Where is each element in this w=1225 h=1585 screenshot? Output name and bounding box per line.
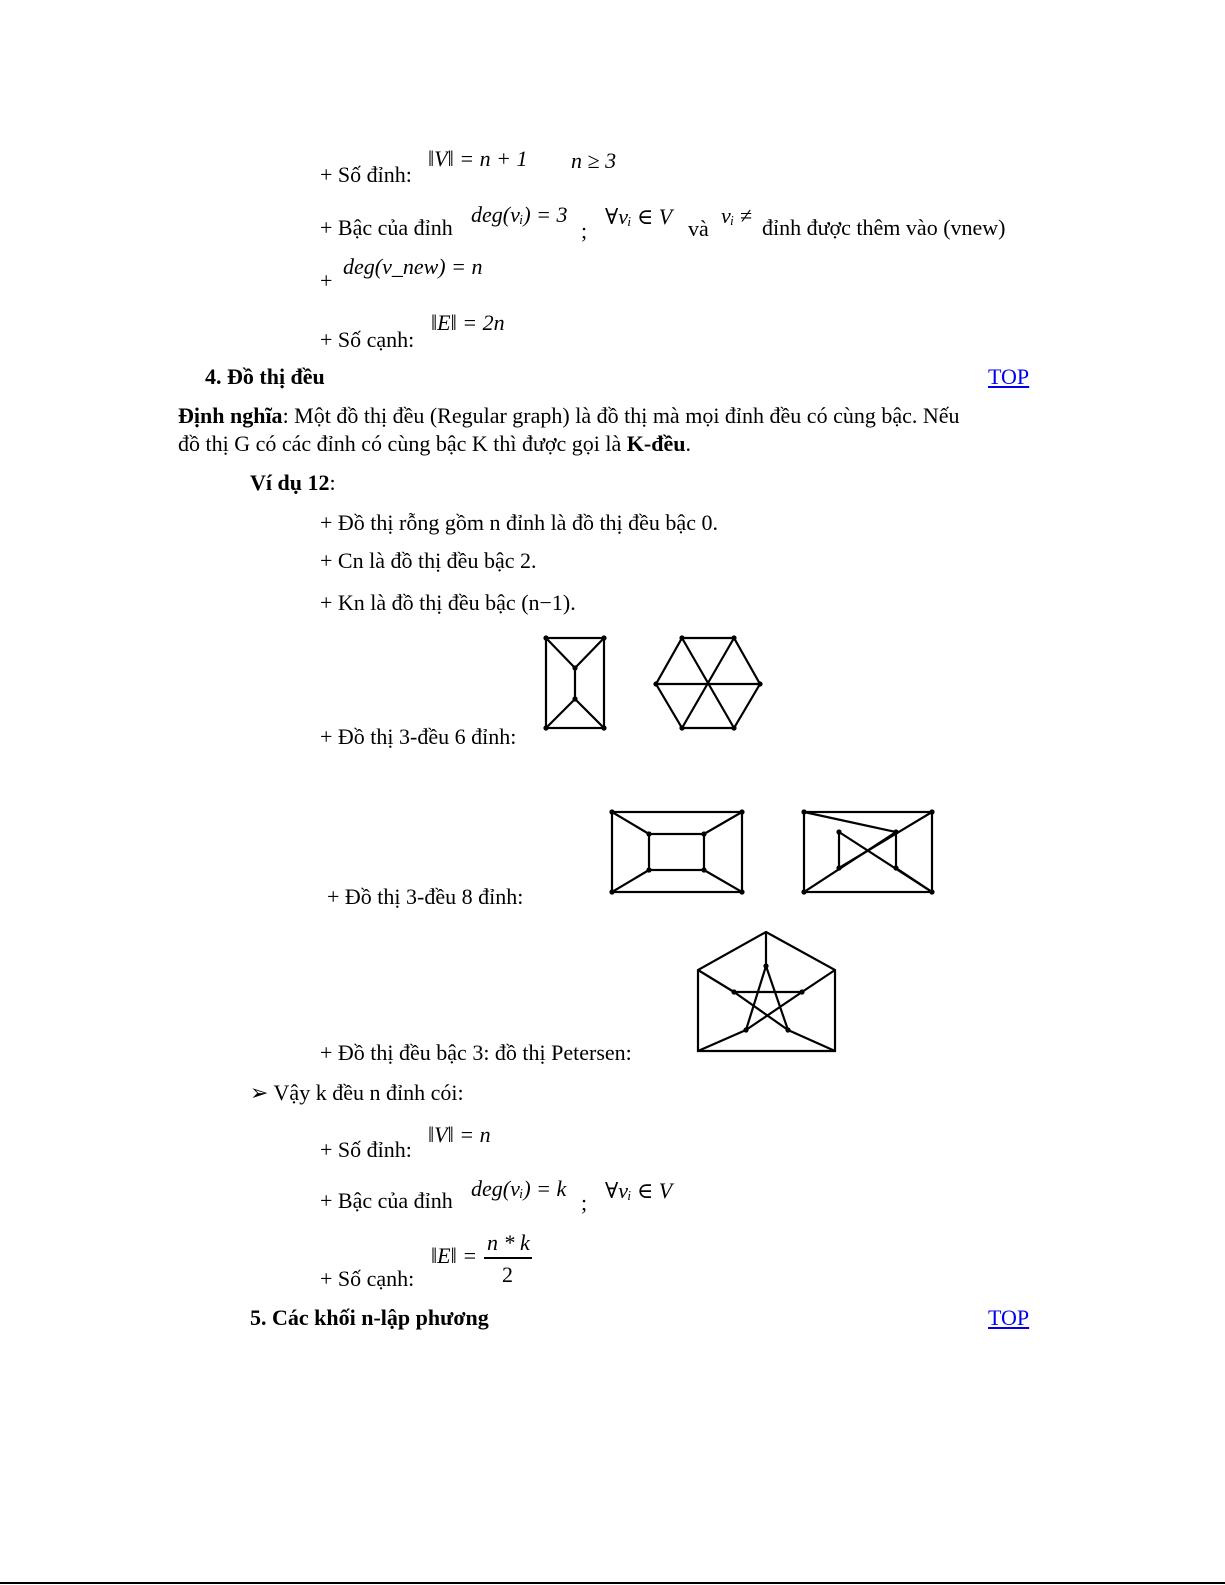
bac-vi-1: vᵢ ≠	[721, 203, 752, 228]
bac-tail-1: đỉnh được thêm vào (vnew)	[762, 215, 1006, 240]
so-canh-formula-1: ‖E‖ = 2n	[431, 310, 505, 335]
example-item-empty-graph: + Đồ thị rỗng gồm n đỉnh là đồ thị đều bậc 0.	[320, 510, 718, 535]
conclusion-bullet: ➢ Vậy k đều n đỉnh cói:	[250, 1080, 464, 1105]
so-canh-lhs: ‖E‖ =	[431, 1243, 478, 1268]
so-dinh-label-1: + Số đỉnh:	[320, 162, 412, 187]
so-dinh-formula-1: ‖V‖ = n + 1	[428, 146, 528, 171]
so-dinh-condition-1: n ≥ 3	[571, 148, 617, 173]
example-12-colon: :	[329, 470, 336, 495]
fraction-bar	[484, 1257, 532, 1259]
graph-3reg-8-cube	[606, 806, 748, 898]
so-dinh-formula-2: ‖V‖ = n	[428, 1122, 491, 1147]
section-5-title: 5. Các khối n-lập phương	[250, 1305, 489, 1330]
example-12-title: Ví dụ 12	[250, 470, 330, 495]
definition-line-1	[178, 405, 960, 427]
example-item-cycle-graph: + Cn là đồ thị đều bậc 2.	[320, 548, 537, 573]
bac-forall-2: ∀vᵢ ∈ V	[605, 1178, 673, 1203]
definition-line-2	[178, 433, 691, 455]
so-dinh-label-2: + Số đỉnh:	[320, 1137, 412, 1162]
bac-formula-1: deg(vᵢ) = 3	[471, 202, 568, 227]
example-12-heading	[250, 472, 336, 494]
so-canh-label-1: + Số cạnh:	[320, 327, 415, 352]
definition-text-2: đồ thị G có các đỉnh có cùng bậc K thì được gọi là	[178, 431, 627, 456]
definition-label: Định nghĩa	[178, 403, 283, 428]
deg-new-formula: deg(v_new) = n	[343, 254, 483, 279]
graph-3reg-8-label: + Đồ thị 3-đều 8 đỉnh:	[327, 884, 524, 909]
k-regular-term: K-đều	[626, 431, 686, 456]
section-4-title: 4. Đồ thị đều	[205, 364, 325, 389]
graph-3reg-6-hexagon	[650, 632, 768, 736]
page-bottom-rule	[0, 1582, 1225, 1584]
bac-forall-1: ∀vᵢ ∈ V	[605, 204, 673, 229]
petersen-graph	[692, 926, 842, 1058]
so-canh-numerator: n * k	[487, 1230, 530, 1255]
bac-semicolon-1: ;	[581, 218, 588, 243]
example-item-complete-graph: + Kn là đồ thị đều bậc (n−1).	[320, 590, 576, 615]
definition-end: .	[685, 431, 691, 456]
bac-label-1: + Bậc của đỉnh	[320, 215, 453, 240]
graph-3reg-8-crossed	[798, 806, 938, 898]
graph-3reg-6-label: + Đồ thị 3-đều 6 đỉnh:	[320, 724, 517, 749]
so-canh-denominator: 2	[502, 1262, 513, 1287]
plus-sign: +	[320, 268, 333, 293]
bac-label-2: + Bậc của đỉnh	[320, 1188, 453, 1213]
graph-3reg-6-prism	[540, 632, 612, 736]
top-link-section-4[interactable]: TOP	[988, 364, 1030, 389]
top-link-section-5[interactable]: TOP	[988, 1305, 1030, 1330]
bac-semicolon-2: ;	[581, 1190, 588, 1215]
definition-text-1: : Một đồ thị đều (Regular graph) là đồ thị mà mọi đỉnh đều có cùng bậc. Nếu	[282, 403, 960, 428]
petersen-label: + Đồ thị đều bậc 3: đồ thị Petersen:	[320, 1040, 632, 1065]
bac-formula-2: deg(vᵢ) = k	[471, 1176, 567, 1201]
so-canh-label-2: + Số cạnh:	[320, 1266, 415, 1291]
bac-va-1: và	[688, 216, 709, 241]
